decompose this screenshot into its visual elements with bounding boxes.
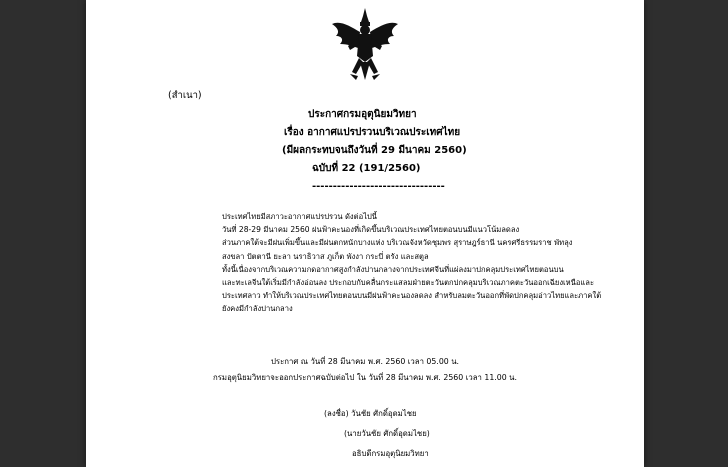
body-line: และทะเลจีนใต้เริ่มมีกำลังอ่อนลง ประกอบกับคลื่นกระแสลมฝ่ายตะวันตกปกคลุมบริเวณภาคตะวันออกเฉียงเหนือและ: [222, 278, 595, 288]
body-line: สงขลา ปัตตานี ยะลา นราธิวาส ภูเก็ต พังงา กระบี่ ตรัง และสตูล: [222, 251, 429, 261]
document-heading: [282, 106, 522, 196]
announcement-title: ประกาศกรมอุตุนิยมวิทยา: [308, 109, 417, 120]
announcement-subject: เรื่อง อากาศแปรปรวนบริเวณประเทศไทย: [284, 127, 461, 138]
body-line: ประเทศไทยมีสภาวะอากาศแปรปรวน ดังต่อไปนี้: [222, 212, 377, 221]
announced-date: ประกาศ ณ วันที่ 28 มีนาคม พ.ศ. 2560 เวลา 05.00 น.: [270, 357, 460, 366]
signature-block: [318, 404, 498, 464]
body-line: ส่วนภาคใต้จะมีฝนเพิ่มขึ้นและมีฝนตกหนักบางแห่ง บริเวณจังหวัดชุมพร สุราษฎร์ธานี นครศรีธรรมราช พัทลุง: [222, 238, 573, 248]
body-line: ยังคงมีกำลังปานกลาง: [222, 304, 293, 314]
effective-period: (มีผลกระทบจนถึงวันที่ 29 มีนาคม 2560): [282, 145, 467, 156]
body-line: ประเทศลาว ทำให้บริเวณประเทศไทยตอนบนมีฝนฟ้าคะนองลดลง สำหรับลมตะวันออกที่พัดปกคลุมอ่าวไทยและภาคใต้: [222, 291, 602, 301]
copy-mark: (สำเนา): [168, 90, 202, 101]
signed-by: (ลงชื่อ) วันชัย ศักดิ์อุดมไชย: [324, 409, 417, 418]
document-page: [86, 0, 644, 467]
signatory-title: อธิบดีกรมอุตุนิยมวิทยา: [352, 449, 429, 458]
announcement-body: [222, 210, 602, 316]
issue-number: ฉบับที่ 22 (191/2560): [312, 163, 421, 174]
signatory-name: (นายวันชัย ศักดิ์อุดมไชย): [344, 429, 430, 438]
garuda-emblem: [330, 6, 400, 84]
next-announcement: กรมอุตุนิยมวิทยาจะออกประกาศฉบับต่อไป ใน วันที่ 28 มีนาคม พ.ศ. 2560 เวลา 11.00 น.: [213, 373, 517, 382]
announcement-dates: [86, 354, 644, 386]
body-line: วันที่ 28-29 มีนาคม 2560 ฝนฟ้าคะนองที่เกิดขึ้นบริเวณประเทศไทยตอนบนมีแนวโน้มลดลง: [222, 225, 520, 235]
heading-divider: --------------------------------: [312, 181, 445, 192]
body-line: ทั้งนี้เนื่องจากบริเวณความกดอากาศสูงกำลังปานกลางจากประเทศจีนที่แผ่ลงมาปกคลุมประเทศไทยตอนบน: [222, 264, 564, 274]
